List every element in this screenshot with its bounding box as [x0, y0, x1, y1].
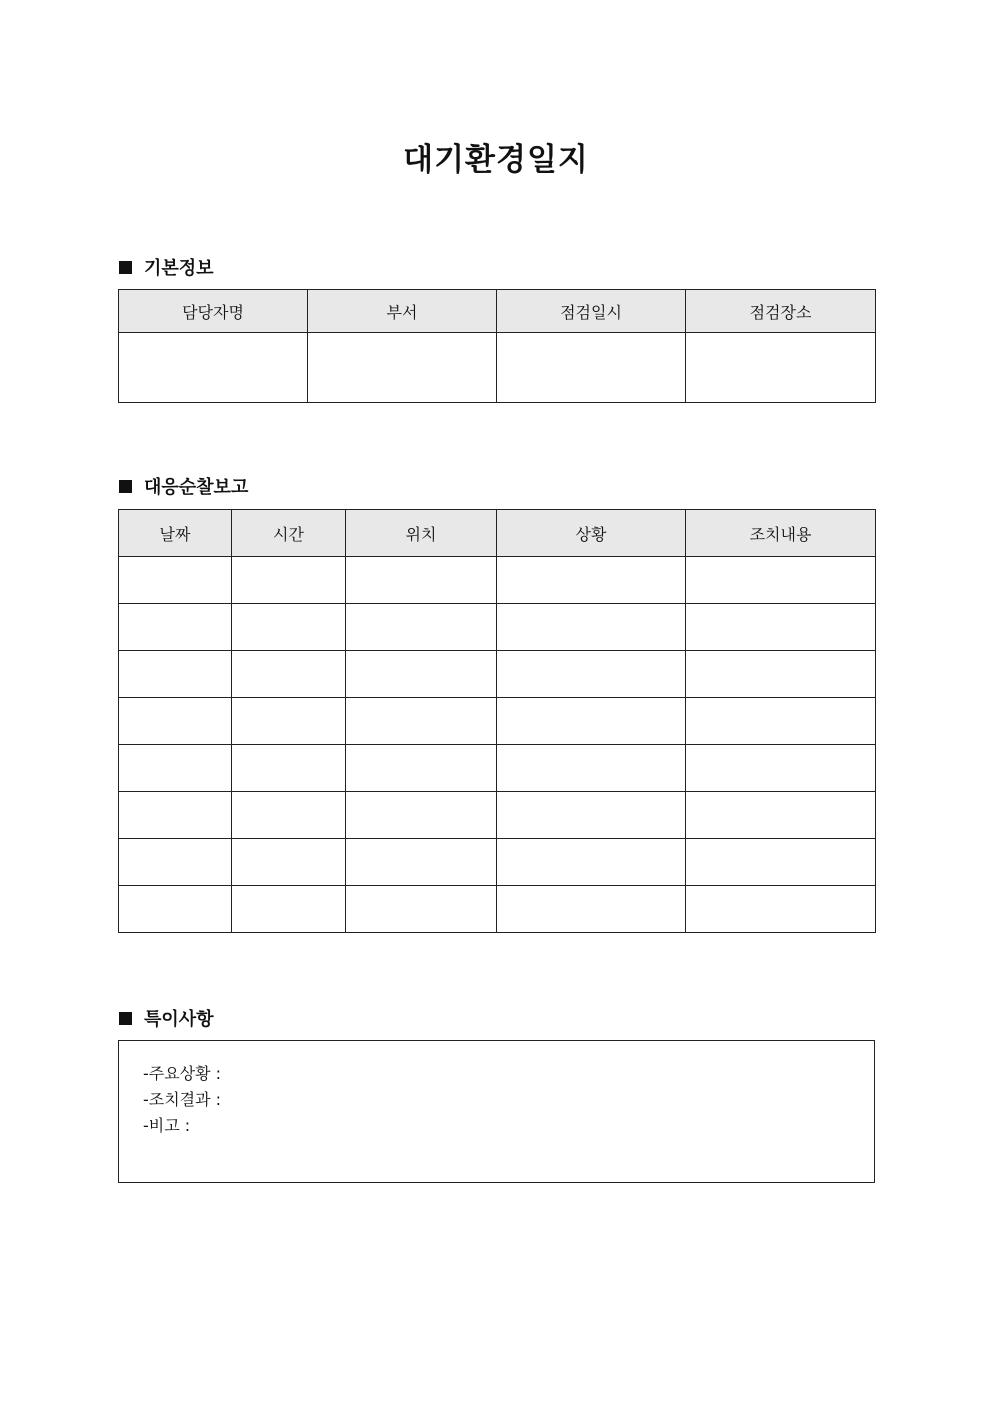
input-cell-location[interactable] — [346, 792, 497, 839]
input-cell-location[interactable] — [346, 886, 497, 933]
input-cell-time[interactable] — [232, 698, 346, 745]
table-row — [119, 886, 876, 933]
input-cell-situation[interactable] — [497, 651, 686, 698]
input-cell-date[interactable] — [119, 792, 232, 839]
table-row — [119, 604, 876, 651]
input-cell-situation[interactable] — [497, 604, 686, 651]
header-cell: 시간 — [232, 510, 346, 557]
table-row — [119, 745, 876, 792]
input-cell-department[interactable] — [308, 333, 497, 403]
section-heading-label: 특이사항 — [144, 1009, 214, 1030]
header-cell: 상황 — [497, 510, 686, 557]
input-cell-situation[interactable] — [497, 792, 686, 839]
table-row — [119, 651, 876, 698]
input-cell-date[interactable] — [119, 886, 232, 933]
input-cell-time[interactable] — [232, 745, 346, 792]
input-cell-action[interactable] — [686, 651, 876, 698]
basic-info-table — [118, 289, 876, 403]
input-cell-action[interactable] — [686, 792, 876, 839]
table-row — [119, 792, 876, 839]
header-cell: 점검장소 — [686, 290, 876, 333]
input-cell-location[interactable] — [346, 745, 497, 792]
input-cell-time[interactable] — [232, 557, 346, 604]
input-cell-action[interactable] — [686, 698, 876, 745]
square-bullet-icon — [119, 480, 132, 493]
input-cell-inspection-place[interactable] — [686, 333, 876, 403]
input-cell-action[interactable] — [686, 839, 876, 886]
table-row — [119, 698, 876, 745]
special-notes-box[interactable] — [118, 1040, 875, 1183]
input-cell-situation[interactable] — [497, 557, 686, 604]
section-heading-label: 기본정보 — [144, 258, 214, 279]
input-cell-location[interactable] — [346, 604, 497, 651]
notes-lines — [143, 1061, 221, 1139]
section-heading-patrol-report — [119, 473, 248, 499]
header-cell: 위치 — [346, 510, 497, 557]
input-cell-date[interactable] — [119, 557, 232, 604]
input-cell-action[interactable] — [686, 886, 876, 933]
table-header-row — [119, 290, 876, 333]
input-cell-situation[interactable] — [497, 839, 686, 886]
input-cell-time[interactable] — [232, 604, 346, 651]
input-cell-situation[interactable] — [497, 886, 686, 933]
table-row — [119, 557, 876, 604]
note-line-remarks: -비고 : — [143, 1116, 191, 1135]
input-cell-situation[interactable] — [497, 745, 686, 792]
input-cell-time[interactable] — [232, 839, 346, 886]
input-cell-action[interactable] — [686, 745, 876, 792]
input-cell-date[interactable] — [119, 651, 232, 698]
input-cell-location[interactable] — [346, 557, 497, 604]
input-cell-date[interactable] — [119, 839, 232, 886]
input-cell-date[interactable] — [119, 604, 232, 651]
input-cell-time[interactable] — [232, 886, 346, 933]
table-header-row — [119, 510, 876, 557]
input-cell-time[interactable] — [232, 651, 346, 698]
table-row — [119, 333, 876, 403]
header-cell: 담당자명 — [119, 290, 308, 333]
input-cell-location[interactable] — [346, 651, 497, 698]
note-line-action-result: -조치결과 : — [143, 1090, 222, 1109]
patrol-report-table — [118, 509, 876, 933]
input-cell-action[interactable] — [686, 557, 876, 604]
header-cell: 부서 — [308, 290, 497, 333]
section-heading-label: 대응순찰보고 — [144, 477, 249, 498]
note-line-main-situation: -주요상황 : — [143, 1064, 222, 1083]
input-cell-action[interactable] — [686, 604, 876, 651]
header-cell: 날짜 — [119, 510, 232, 557]
input-cell-inspection-datetime[interactable] — [497, 333, 686, 403]
header-cell: 점검일시 — [497, 290, 686, 333]
input-cell-manager-name[interactable] — [119, 333, 308, 403]
table-row — [119, 839, 876, 886]
input-cell-situation[interactable] — [497, 698, 686, 745]
document-title: 대기환경일지 — [403, 142, 589, 178]
input-cell-date[interactable] — [119, 745, 232, 792]
square-bullet-icon — [119, 1012, 132, 1025]
square-bullet-icon — [119, 261, 132, 274]
section-heading-basic-info — [119, 254, 214, 280]
input-cell-date[interactable] — [119, 698, 232, 745]
input-cell-location[interactable] — [346, 839, 497, 886]
section-heading-special-notes — [119, 1005, 214, 1031]
input-cell-location[interactable] — [346, 698, 497, 745]
header-cell: 조치내용 — [686, 510, 876, 557]
input-cell-time[interactable] — [232, 792, 346, 839]
